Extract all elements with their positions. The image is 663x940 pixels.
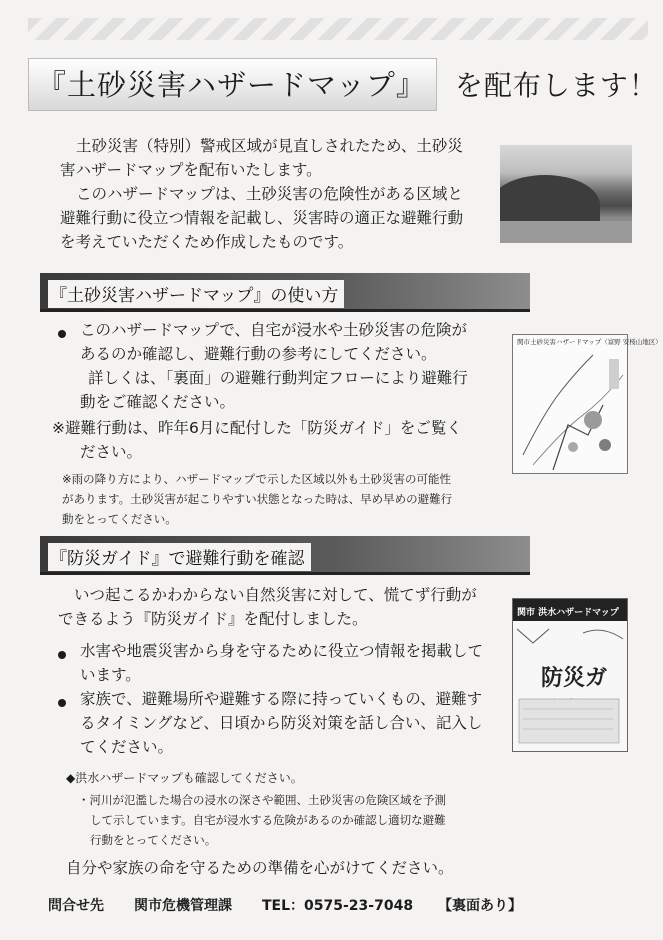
intro-paragraph-1 [60, 134, 463, 182]
closing-message: 自分や家族の命を守るための準備を心がけてください。 [66, 859, 454, 877]
contact-phone: TEL：0575-23-7048 [262, 898, 414, 914]
guide-intro [58, 583, 477, 631]
text-line: 害ハザードマップを配布いたします。 [60, 161, 322, 179]
text-line: ださい。 [80, 443, 143, 461]
flood-map-text [78, 790, 446, 850]
landslide-area-photo [500, 145, 632, 243]
decorative-stripe-band [28, 18, 648, 40]
text-line: して示しています。自宅が浸水する危険があるのか確認し適切な避難 [90, 813, 446, 827]
rainfall-caution-note [62, 469, 452, 529]
page-title-highlight: 『土砂災害ハザードマップ』 [28, 58, 437, 111]
intro-paragraph-2 [60, 182, 463, 254]
section-heading-text: 『防災ガイド』で避難行動を確認 [48, 543, 311, 571]
section-heading-text: 『土砂災害ハザードマップ』の使い方 [48, 280, 344, 308]
text-line: 水害や地震災害から身を守るために役立つ情報を掲載して [80, 642, 484, 660]
guide-reference-note [52, 416, 462, 464]
page-title [37, 56, 658, 112]
bullet-dot [58, 651, 66, 659]
text-line: ※雨の降り方により、ハザードマップで示した区域以外も土砂災害の可能性 [62, 472, 452, 486]
hazard-map-caption: 関市土砂災害ハザードマップ（富野 安桜山地区） [517, 338, 662, 346]
text-line: 詳しくは、「裏面」の避難行動判定フローにより避難行 [88, 369, 468, 387]
text-line: ・河川が氾濫した場合の浸水の深さや範囲、土砂災害の危険区域を予測 [78, 793, 446, 807]
text-line: いつ起こるかわからない自然災害に対して、慌てず行動が [74, 586, 477, 604]
text-line: があります。土砂災害が起こりやすい状態となった時は、早め早めの避難行 [62, 492, 453, 506]
text-line: あるのか確認し、避難行動の参考にしてください。 [80, 345, 437, 363]
disaster-guide-thumbnail [512, 598, 628, 752]
text-line: 行動をとってください。 [90, 833, 217, 847]
usage-bullet [80, 318, 468, 414]
text-line: てください。 [80, 738, 174, 756]
bullet-dot [58, 330, 66, 338]
text-line: 動をとってください。 [62, 512, 177, 526]
page-title-suffix: を配布します！ [454, 69, 658, 102]
section-heading-usage [40, 273, 530, 312]
guide-cover-illustration [513, 599, 627, 751]
text-line: を考えていただくため作成したものです。 [60, 233, 354, 251]
flood-map-subhead: ◆洪水ハザードマップも確認してください。 [66, 771, 303, 785]
contact-department: 関市危機管理課 [134, 898, 232, 914]
section-heading-guide [40, 536, 530, 575]
guide-cover-title: 防災ガ [541, 666, 608, 691]
hazard-map-drawing [513, 335, 627, 473]
text-line: ※避難行動は、昨年6月に配付した「防災ガイド」をご覧く [52, 419, 462, 437]
text-line: 土砂災害（特別）警戒区域が見直しされたため、土砂災 [76, 137, 463, 155]
text-line: 避難行動に役立つ情報を記載し、災害時の適正な避難行動 [60, 209, 464, 227]
guide-cover-header-text: 関市 洪水ハザードマップ [517, 608, 619, 618]
text-line: 動をご確認ください。 [80, 393, 236, 411]
contact-label: 問合せ先 [48, 898, 104, 914]
bullet-dot [58, 699, 66, 707]
guide-bullet-2 [80, 687, 482, 759]
text-line: このハザードマップは、土砂災害の危険性がある区域と [76, 185, 463, 203]
guide-bullet-1 [80, 639, 483, 687]
text-line: このハザードマップで、自宅が浸水や土砂災害の危険が [80, 321, 468, 339]
text-line: 家族で、避難場所や避難する際に持っていくもの、避難す [80, 690, 483, 708]
reverse-side-note: 【裏面あり】 [438, 898, 522, 914]
text-line: るタイミングなど、日頃から防災対策を話し合い、記入し [80, 714, 483, 732]
photo-field [500, 221, 632, 243]
hazard-map-thumbnail [512, 334, 662, 474]
text-line: できるよう『防災ガイド』を配付しました。 [58, 610, 368, 628]
text-line: います。 [80, 666, 141, 684]
